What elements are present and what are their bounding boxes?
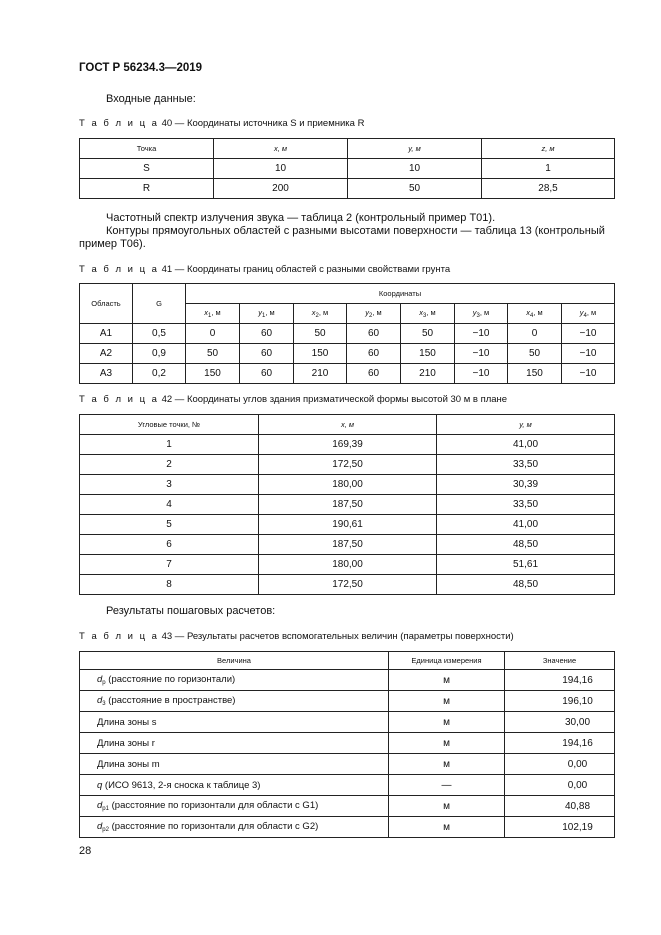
results-label: Результаты пошаговых расчетов: <box>106 605 276 617</box>
header-g: G <box>133 284 186 324</box>
cell: 51,61 <box>437 555 615 575</box>
cell: 41,00 <box>437 515 615 535</box>
header-coordinates: Координаты <box>186 284 615 304</box>
cell: 60 <box>347 324 401 344</box>
cell: 60 <box>347 364 401 384</box>
cell: 187,50 <box>259 495 437 515</box>
cell: 0,9 <box>133 344 186 364</box>
cell: 48,50 <box>437 575 615 595</box>
cell: 50 <box>294 324 347 344</box>
header-x1: $x_1$, м <box>186 304 240 324</box>
header-x2: $x_2$, м <box>294 304 347 324</box>
header-y1: $y_1$, м <box>240 304 294 324</box>
quantity-cell: Длина зоны s <box>80 712 389 733</box>
table-row <box>80 344 615 364</box>
table-row <box>80 455 615 475</box>
cell: 8 <box>80 575 259 595</box>
unit-cell: м <box>389 733 505 754</box>
table-header-row <box>80 284 615 304</box>
cell: 41,00 <box>437 435 615 455</box>
input-data-label: Входные данные: <box>106 93 196 105</box>
unit-cell: м <box>389 712 505 733</box>
cell: 0 <box>186 324 240 344</box>
cell: 60 <box>347 344 401 364</box>
header-y2: $y_2$, м <box>347 304 401 324</box>
header-area: Область <box>80 284 133 324</box>
cell: −10 <box>455 324 508 344</box>
table-row <box>80 754 615 775</box>
cell: 0,5 <box>133 324 186 344</box>
header-x3: $x_3$, м <box>401 304 455 324</box>
cell: 50 <box>508 344 562 364</box>
header-corner-points: Угловые точки, № <box>80 415 259 435</box>
table-row <box>80 324 615 344</box>
header-x: x, м <box>259 415 437 435</box>
table-row <box>80 817 615 838</box>
cell: 210 <box>294 364 347 384</box>
cell: S <box>80 159 214 179</box>
cell: 187,50 <box>259 535 437 555</box>
cell: 4 <box>80 495 259 515</box>
paragraph-contours-line1: Контуры прямоугольных областей с разными высотами поверхности — таблица 13 (контрольный <box>106 225 605 237</box>
cell: 3 <box>80 475 259 495</box>
unit-cell: м <box>389 817 505 838</box>
table-header-row <box>80 652 615 670</box>
cell: 33,50 <box>437 495 615 515</box>
cell: 1 <box>482 159 615 179</box>
cell: 200 <box>214 179 348 199</box>
unit-cell: м <box>389 670 505 691</box>
cell: 10 <box>348 159 482 179</box>
value-cell: 194,16 <box>505 670 615 691</box>
table-row <box>80 575 615 595</box>
table-row <box>80 775 615 796</box>
cell: R <box>80 179 214 199</box>
value-cell: 194,16 <box>505 733 615 754</box>
cell: 1 <box>80 435 259 455</box>
cell: 50 <box>186 344 240 364</box>
cell: 7 <box>80 555 259 575</box>
table-row <box>80 555 615 575</box>
table-row <box>80 179 615 199</box>
table-row <box>80 495 615 515</box>
cell: A2 <box>80 344 133 364</box>
header-x4: $x_4$, м <box>508 304 562 324</box>
table-row <box>80 159 615 179</box>
cell: 180,00 <box>259 475 437 495</box>
cell: 172,50 <box>259 575 437 595</box>
value-cell: 102,19 <box>505 817 615 838</box>
caption-text: 43 — Результаты расчетов вспомогательных величин (параметры поверхности) <box>161 631 514 642</box>
table-41 <box>79 283 615 384</box>
header-value: Значение <box>505 652 615 670</box>
table-row <box>80 670 615 691</box>
cell: 2 <box>80 455 259 475</box>
table-row <box>80 515 615 535</box>
quantity-cell: $d_{p1}$ (расстояние по горизонтали для области с G1) <box>80 796 389 817</box>
caption-text: 41 — Координаты границ областей с разными свойствами грунта <box>161 264 451 275</box>
table-row <box>80 364 615 384</box>
header-quantity: Величина <box>80 652 389 670</box>
table-42 <box>79 414 615 595</box>
cell: 33,50 <box>437 455 615 475</box>
cell: 190,61 <box>259 515 437 535</box>
cell: 60 <box>240 364 294 384</box>
table-43-caption <box>79 631 514 642</box>
cell: 150 <box>186 364 240 384</box>
table-row <box>80 535 615 555</box>
cell: 48,50 <box>437 535 615 555</box>
cell: 5 <box>80 515 259 535</box>
header-y3: $y_3$, м <box>455 304 508 324</box>
cell: 60 <box>240 324 294 344</box>
paragraph-contours-line2: пример Т06). <box>79 238 146 250</box>
cell: 169,39 <box>259 435 437 455</box>
page-number: 28 <box>79 845 92 857</box>
cell: −10 <box>562 324 615 344</box>
table-header-row <box>80 415 615 435</box>
cell: 10 <box>214 159 348 179</box>
table-42-caption <box>79 394 507 405</box>
cell: 50 <box>348 179 482 199</box>
caption-text: 42 — Координаты углов здания призматической формы высотой 30 м в плане <box>161 394 508 405</box>
caption-prefix: Т а б л и ц а <box>79 264 159 275</box>
cell: 6 <box>80 535 259 555</box>
standard-header: ГОСТ Р 56234.3—2019 <box>79 62 203 74</box>
cell: A3 <box>80 364 133 384</box>
caption-prefix: Т а б л и ц а <box>79 631 159 642</box>
header-x: x, м <box>214 139 348 159</box>
cell: 150 <box>508 364 562 384</box>
table-40 <box>79 138 615 199</box>
quantity-cell: $d_{p2}$ (расстояние по горизонтали для области с G2) <box>80 817 389 838</box>
unit-cell: м <box>389 691 505 712</box>
cell: 0,2 <box>133 364 186 384</box>
caption-prefix: Т а б л и ц а <box>79 394 159 405</box>
caption-text: 40 — Координаты источника S и приемника R <box>161 118 365 129</box>
header-z: z, м <box>482 139 615 159</box>
table-header-row <box>80 139 615 159</box>
quantity-cell: Длина зоны r <box>80 733 389 754</box>
cell: 60 <box>240 344 294 364</box>
cell: 172,50 <box>259 455 437 475</box>
table-43 <box>79 651 615 838</box>
cell: 150 <box>401 344 455 364</box>
unit-cell: м <box>389 796 505 817</box>
value-cell: 196,10 <box>505 691 615 712</box>
cell: 0 <box>508 324 562 344</box>
header-y: y, м <box>348 139 482 159</box>
paragraph-spectrum: Частотный спектр излучения звука — таблица 2 (контрольный пример Т01). <box>106 212 496 224</box>
quantity-cell: $d_p$ (расстояние по горизонтали) <box>80 670 389 691</box>
quantity-cell: $d_3$ (расстояние в пространстве) <box>80 691 389 712</box>
cell: 30,39 <box>437 475 615 495</box>
cell: −10 <box>562 364 615 384</box>
value-cell: 30,00 <box>505 712 615 733</box>
header-y: y, м <box>437 415 615 435</box>
value-cell: 0,00 <box>505 775 615 796</box>
cell: 180,00 <box>259 555 437 575</box>
header-unit: Единица измерения <box>389 652 505 670</box>
unit-cell: м <box>389 754 505 775</box>
quantity-cell: Длина зоны m <box>80 754 389 775</box>
caption-prefix: Т а б л и ц а <box>79 118 159 129</box>
value-cell: 40,88 <box>505 796 615 817</box>
header-y4: $y_4$, м <box>562 304 615 324</box>
table-row <box>80 712 615 733</box>
unit-cell: — <box>389 775 505 796</box>
table-row <box>80 435 615 455</box>
quantity-cell: q (ИСО 9613, 2-я сноска к таблице 3) <box>80 775 389 796</box>
table-row <box>80 691 615 712</box>
value-cell: 0,00 <box>505 754 615 775</box>
table-row <box>80 475 615 495</box>
cell: 150 <box>294 344 347 364</box>
table-row <box>80 733 615 754</box>
table-41-caption <box>79 264 450 275</box>
cell: −10 <box>562 344 615 364</box>
table-row <box>80 796 615 817</box>
cell: 28,5 <box>482 179 615 199</box>
cell: A1 <box>80 324 133 344</box>
header-point: Точка <box>80 139 214 159</box>
cell: 50 <box>401 324 455 344</box>
cell: −10 <box>455 344 508 364</box>
table-40-caption <box>79 118 364 129</box>
cell: 210 <box>401 364 455 384</box>
cell: −10 <box>455 364 508 384</box>
